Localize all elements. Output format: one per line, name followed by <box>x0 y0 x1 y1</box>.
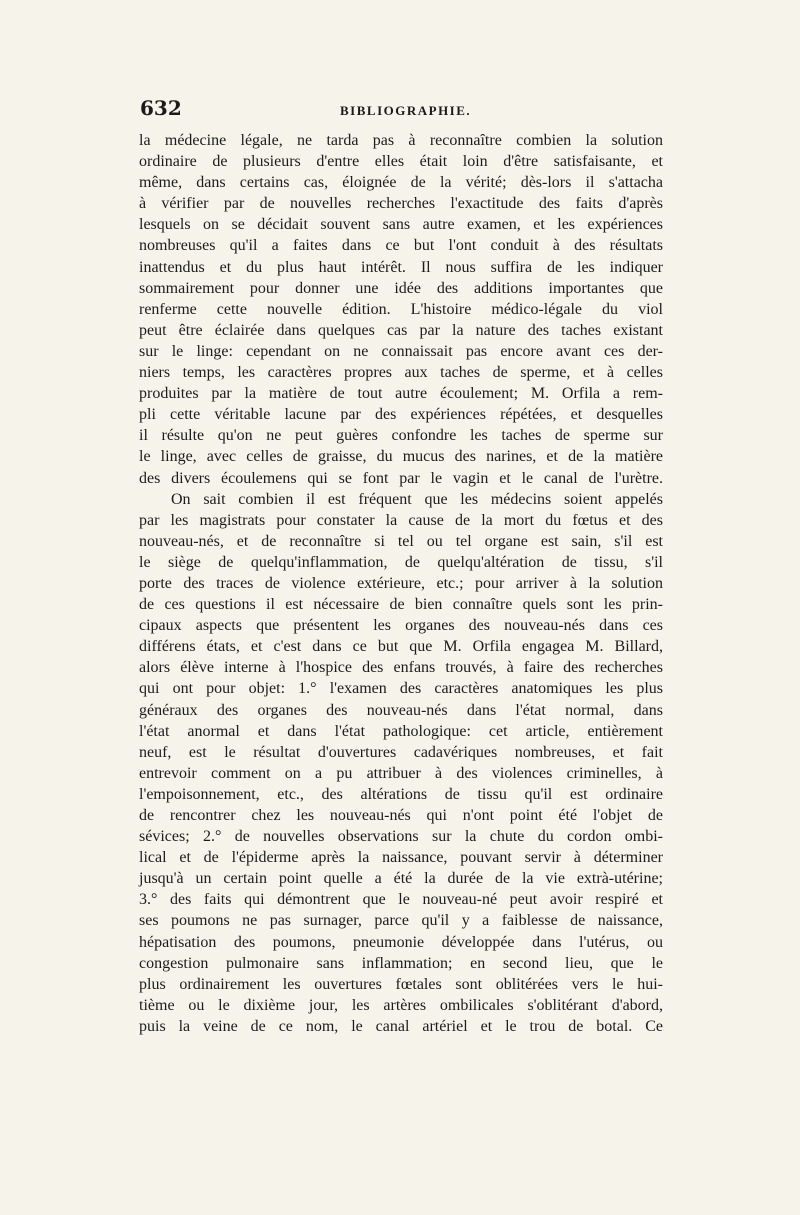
text-line: renferme cette nouvelle édition. L'histoire médico-légale du viol <box>139 300 663 318</box>
text-line: alors élève interne à l'hospice des enfans trouvés, à faire des recherches <box>139 659 663 677</box>
text-line: On sait combien il est fréquent que les médecins soient appelés <box>171 490 663 508</box>
text-line: il résulte qu'on ne peut guères confondre les taches de sperme sur <box>139 427 663 445</box>
text-line: généraux des organes des nouveau-nés dans l'état normal, dans <box>139 701 663 719</box>
text-line: porte des traces de violence extérieure, etc.; pour arriver à la solution <box>139 574 663 592</box>
text-line: l'état anormal et dans l'état pathologique: cet article, entièrement <box>139 722 663 740</box>
text-line: 3.° des faits qui démontrent que le nouveau-né peut avoir respiré et <box>139 891 663 909</box>
text-line: entrevoir comment on a pu attribuer à des violences criminelles, à <box>139 764 663 782</box>
running-head: BIBLIOGRAPHIE. <box>340 103 472 118</box>
text-line: hépatisation des poumons, pneumonie développée dans l'utérus, ou <box>139 933 663 951</box>
text-line: niers temps, les caractères propres aux taches de sperme, et à celles <box>139 364 663 382</box>
text-line: jusqu'à un certain point quelle a été la durée de la vie extrà-utérine; <box>139 870 663 888</box>
text-line: de ces questions il est nécessaire de bien connaître quels sont les prin- <box>139 596 663 614</box>
text-line: différens états, et c'est dans ce but que M. Orfila engagea M. Billard, <box>139 638 663 656</box>
text-line: lical et de l'épiderme après la naissance, pouvant servir à déterminer <box>139 849 663 867</box>
text-line: produites par la matière de tout autre écoulement; M. Orfila a rem- <box>139 385 663 403</box>
text-line: par les magistrats pour constater la cause de la mort du fœtus et des <box>139 511 663 529</box>
page-number: 632 <box>140 96 182 120</box>
text-line: cipaux aspects que présentent les organes des nouveau-nés dans ces <box>139 617 663 635</box>
text-line: peut être éclairée dans quelques cas par la nature des taches existant <box>139 321 663 339</box>
text-line: à vérifier par de nouvelles recherches l'exactitude des faits d'après <box>139 195 663 213</box>
text-line: tième ou le dixième jour, les artères ombilicales s'oblitérant d'abord, <box>139 996 663 1014</box>
text-line: nouveau-nés, et de reconnaître si tel ou tel organe est sain, s'il est <box>139 532 663 550</box>
text-line: ses poumons ne pas surnager, parce qu'il y a faiblesse de naissance, <box>139 912 663 930</box>
text-line: l'empoisonnement, etc., des altérations de tissu qu'il est ordinaire <box>139 785 663 803</box>
text-line: puis la veine de ce nom, le canal artériel et le trou de botal. Ce <box>139 1017 663 1035</box>
text-line: sommairement pour donner une idée des additions importantes que <box>139 279 663 297</box>
page-header <box>140 96 662 126</box>
text-line: qui ont pour objet: 1.° l'examen des caractères anatomiques les plus <box>139 680 663 698</box>
text-line: sur le linge: cependant on ne connaissait pas encore avant ces der- <box>139 342 663 360</box>
text-line: neuf, est le résultat d'ouvertures cadavériques nombreuses, et fait <box>139 743 663 761</box>
text-line: des divers écoulemens qui se font par le vagin et le canal de l'urètre. <box>139 469 663 487</box>
text-line: la médecine légale, ne tarda pas à reconnaître combien la solution <box>139 132 663 149</box>
text-line: le linge, avec celles de graisse, du mucus des narines, et de la matière <box>139 448 663 466</box>
text-line: lesquels on se décidait souvent sans autre examen, et les expériences <box>139 216 663 234</box>
text-line: de rencontrer chez les nouveau-nés qui n'ont point été l'objet de <box>139 807 663 824</box>
text-line: sévices; 2.° de nouvelles observations sur la chute du cordon ombi- <box>139 828 663 846</box>
text-line: même, dans certains cas, éloignée de la vérité; dès-lors il s'attacha <box>139 174 663 192</box>
text-line: le siège de quelqu'inflammation, de quelqu'altération de tissu, s'il <box>139 553 663 571</box>
text-line: congestion pulmonaire sans inflammation; en second lieu, que le <box>139 954 663 972</box>
text-line: pli cette véritable lacune par des expériences répétées, et desquelles <box>139 406 663 424</box>
body-text <box>139 130 663 1037</box>
text-line: ordinaire de plusieurs d'entre elles était loin d'être satisfaisante, et <box>139 153 663 171</box>
text-line: plus ordinairement les ouvertures fœtales sont oblitérées vers le hui- <box>139 975 663 993</box>
text-line: inattendus et du plus haut intérêt. Il nous suffira de les indiquer <box>139 258 663 276</box>
text-line: nombreuses qu'il a faites dans ce but l'ont conduit à des résultats <box>139 237 663 255</box>
